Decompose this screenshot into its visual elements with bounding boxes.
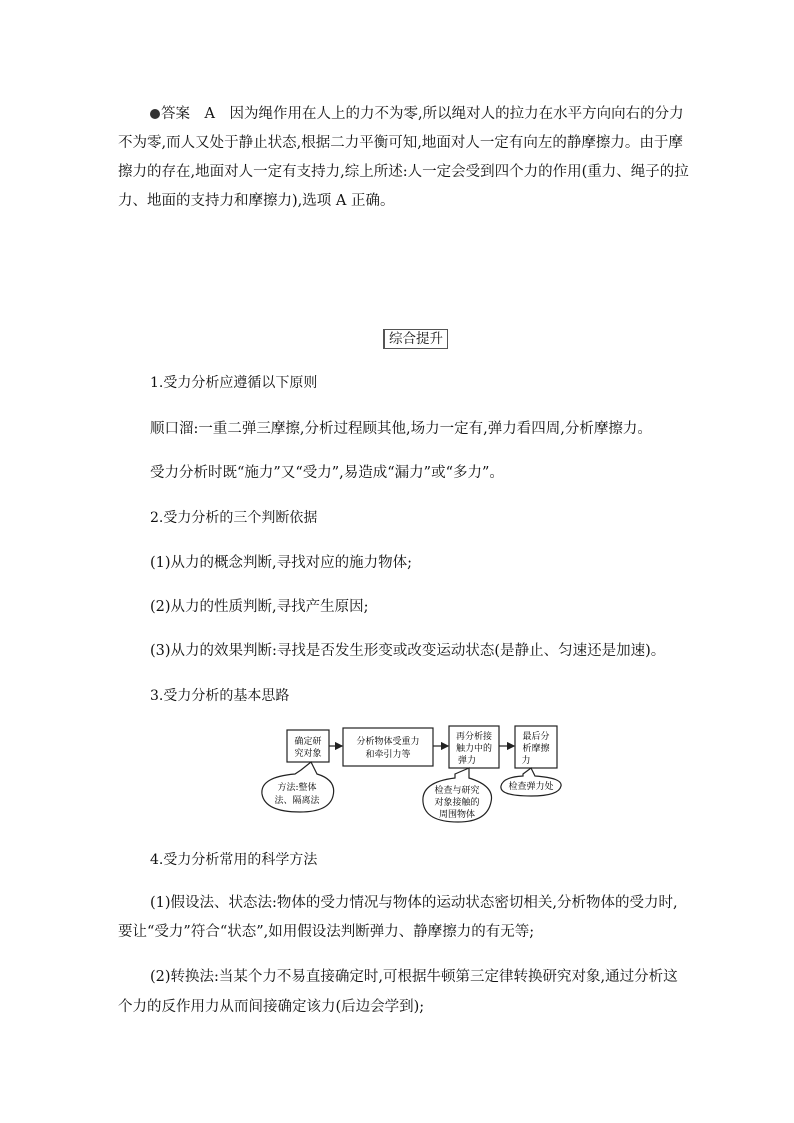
flow-box-3-line-3: 弹力: [457, 756, 477, 766]
section-4-item-2-line-2: 个力的反作用力从而间接确定该力(后边会学到);: [118, 999, 425, 1015]
section-4-heading: 4.受力分析常用的科学方法: [150, 852, 318, 868]
callout-2-line-3: 周围物体: [438, 810, 476, 820]
answer-bullet-icon: [150, 109, 160, 119]
callout-1-line-1: 方法:整体: [277, 783, 317, 793]
section-title: 综合提升: [383, 329, 448, 349]
flow-box-3-line-2: 触力中的: [455, 744, 493, 754]
section-2-item-2: (2)从力的性质判断,寻找产生原因;: [150, 599, 369, 615]
section-2-item-3: (3)从力的效果判断:寻找是否发生形变或改变运动状态(是静止、匀速还是加速)。: [150, 643, 666, 659]
answer-line-2: 不为零,而人又处于静止状态,根据二力平衡可知,地面对人一定有向左的静摩擦力。由于摩: [118, 135, 683, 151]
callout-2-line-2: 对象接触的: [434, 798, 480, 808]
section-1-heading: 1.受力分析应遵循以下原则: [150, 375, 318, 391]
section-1-note: 受力分析时既“施力”又“受力”,易造成“漏力”或“多力”。: [150, 465, 504, 481]
flow-box-4-line-1: 最后分: [522, 732, 550, 742]
flow-box-2: [343, 728, 433, 766]
answer-line-4: 力、地面的支持力和摩擦力),选项 A 正确。: [118, 193, 395, 209]
section-4-item-1-line-2: 要让“受力”符合“状态”,如用假设法判断弹力、静摩擦力的有无等;: [118, 924, 535, 940]
flow-box-4-line-3: 力: [521, 756, 531, 766]
section-4-item-2-line-1: (2)转换法:当某个力不易直接确定时,可根据牛顿第三定律转换研究对象,通过分析这: [150, 969, 678, 985]
flow-box-2-line-1: 分析物体受重力: [356, 737, 420, 747]
section-2-heading: 2.受力分析的三个判断依据: [150, 510, 318, 526]
flow-box-1-line-2: 究对象: [294, 749, 322, 759]
callout-3-line-1: 检查弹力处: [508, 782, 554, 792]
callout-2-line-1: 检查与研究: [434, 786, 480, 796]
callout-1-line-2: 法、隔离法: [274, 796, 320, 806]
flow-box-4-line-2: 析摩擦: [522, 744, 550, 754]
section-3-heading: 3.受力分析的基本思路: [150, 688, 290, 704]
section-2-item-1: (1)从力的概念判断,寻找对应的施力物体;: [150, 555, 413, 571]
flow-box-2-line-2: 和牵引力等: [365, 750, 411, 760]
section-4-item-1-line-1: (1)假设法、状态法:物体的受力情况与物体的运动状态密切相关,分析物体的受力时,: [150, 895, 678, 911]
answer-text-1: 答案 A 因为绳作用在人上的力不为零,所以绳对人的拉力在水平方向向右的分力: [161, 106, 684, 122]
answer-line-1: [118, 100, 684, 129]
flow-box-3-line-1: 再分析接: [455, 732, 493, 742]
answer-paragraph: [118, 100, 689, 216]
force-analysis-flowchart: [255, 722, 575, 827]
section-1-rhyme: 顺口溜:一重二弹三摩擦,分析过程顾其他,场力一定有,弹力看四周,分析摩擦力。: [150, 421, 652, 437]
answer-line-3: 擦力的存在,地面对人一定有支持力,综上所述:人一定会受到四个力的作用(重力、绳子的拉: [118, 164, 689, 180]
flow-box-1-line-1: 确定研: [294, 737, 322, 747]
